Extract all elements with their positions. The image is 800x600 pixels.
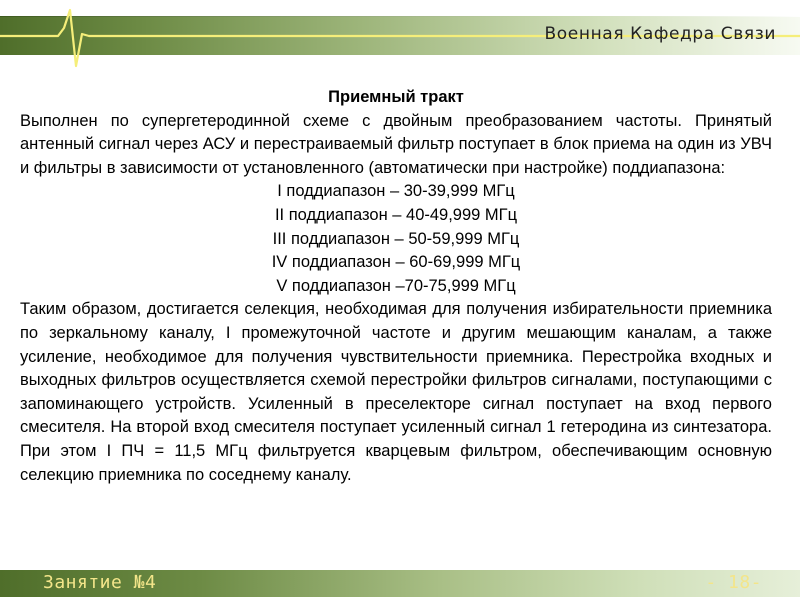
slide-heading: Приемный тракт bbox=[328, 88, 464, 106]
range-item: III поддиапазон – 50-59,999 МГц bbox=[272, 229, 520, 248]
footer-bar bbox=[0, 570, 800, 597]
range-item: V поддиапазон –70-75,999 МГц bbox=[276, 276, 516, 295]
header-title: Военная Кафедра Связи bbox=[544, 24, 776, 44]
lesson-label: Занятие №4 bbox=[43, 572, 157, 593]
page-number: - 18- bbox=[705, 572, 762, 593]
range-item: II поддиапазон – 40-49,999 МГц bbox=[274, 205, 518, 224]
range-item: IV поддиапазон – 60-69,999 МГц bbox=[271, 253, 521, 272]
header bbox=[0, 0, 800, 70]
slide-body bbox=[20, 86, 772, 487]
intro-paragraph: Выполнен по супергетеродинной схеме с двойным преобразованием частоты. Принятый антенный сигнал через АСУ и перестраиваемый фильтр поступает в блок приема на один из УВЧ и фильтры в зависимости от установленного (автоматически при настройке) поддиапазона: bbox=[20, 111, 772, 177]
conclusion-paragraph: Таким образом, достигается селекция, необходимая для получения избирательности приемника по зеркальному каналу, I промежуточной частоте и другим мешающим каналам, а также усиление, необходимое для получения чувствительности приемника. Перестройка входных и выходных фильтров осуществляется схемой перестройки фильтров сигналами, поступающими с запоминающего устройств. Усиленный в преселекторе сигнал поступает на вход первого смесителя. На второй вход смесителя поступает усиленный сигнал 1 гетеродина из синтезатора. При этом I ПЧ = 11,5 МГц фильтруется кварцевым фильтром, обеспечивающим основную селекцию приемника по соседнему каналу. bbox=[20, 300, 772, 484]
range-item: I поддиапазон – 30-39,999 МГц bbox=[277, 182, 515, 201]
